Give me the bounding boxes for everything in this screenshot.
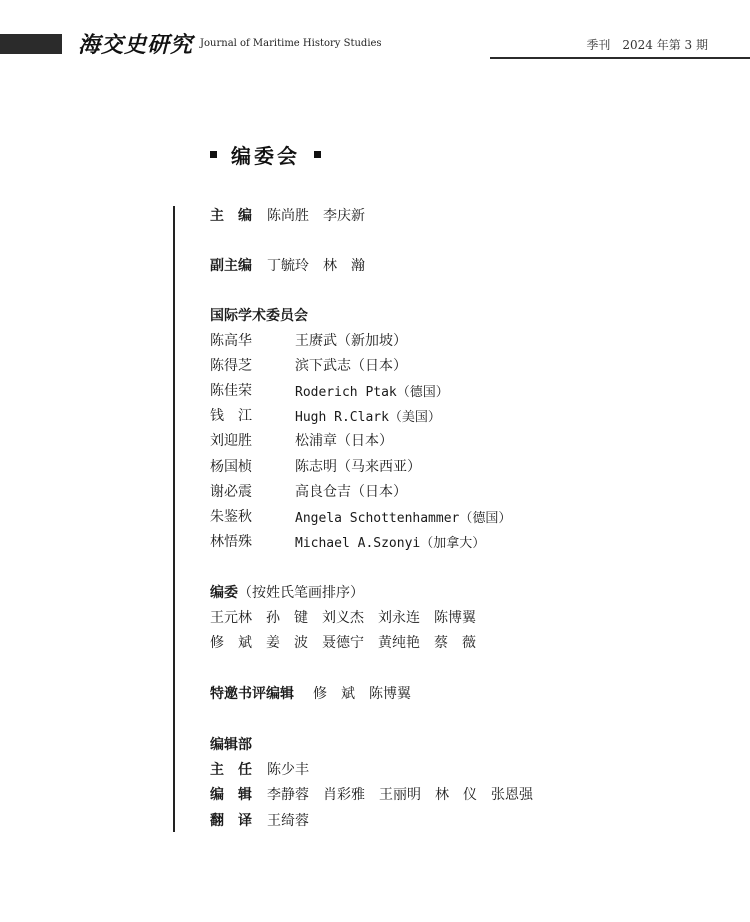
intl-member-right: Hugh R.Clark（美国） <box>295 410 441 425</box>
editorial-board-heading <box>210 582 364 602</box>
intl-member-left: 朱鉴秋 <box>210 509 252 525</box>
page-title <box>210 140 321 169</box>
editor-in-chief-names: 陈尚胜 李庆新 <box>267 208 365 224</box>
page-title-text: 编委会 <box>231 144 300 168</box>
journal-logo-cn: 海交史研究 <box>78 32 194 58</box>
director-label: 主 任 <box>210 762 252 778</box>
editorial-board-heading-text: 编委 <box>210 585 238 601</box>
editorial-board-note: （按姓氏笔画排序） <box>238 585 364 601</box>
issue-info: 季刊 2024 年第 3 期 <box>586 38 708 52</box>
header-bar-block <box>0 34 62 52</box>
intl-member-right: Angela Schottenhammer（德国） <box>295 511 512 526</box>
deputy-editor-label: 副主编 <box>210 258 252 274</box>
header-rule-right <box>490 57 750 59</box>
header-rule-left <box>0 52 62 54</box>
deputy-editor-names: 丁毓玲 林 瀚 <box>267 258 365 274</box>
intl-member-left: 钱 江 <box>210 408 252 424</box>
intl-member-left: 林悟殊 <box>210 534 252 550</box>
title-bullet-left <box>210 151 217 158</box>
intl-member-right: 高良仓吉（日本） <box>295 484 407 500</box>
book-review-editor-label: 特邀书评编辑 <box>210 686 294 702</box>
intl-member-left: 陈佳荣 <box>210 383 252 399</box>
intl-member-right: 陈志明（马来西亚） <box>295 459 421 475</box>
editorial-board-line-2: 修 斌 姜 波 聂德宁 黄纯艳 蔡 薇 <box>210 635 476 651</box>
editors-label: 编 辑 <box>210 787 252 803</box>
intl-member-right: Michael A.Szonyi（加拿大） <box>295 536 486 551</box>
editorial-dept-heading: 编辑部 <box>210 737 252 753</box>
translator-name: 王绮蓉 <box>267 813 309 829</box>
editor-in-chief-label: 主 编 <box>210 208 252 224</box>
intl-member-right: 王赓武（新加坡） <box>295 333 407 349</box>
translator-label: 翻 译 <box>210 813 252 829</box>
intl-member-left: 陈得芝 <box>210 358 252 374</box>
title-bullet-right <box>314 151 321 158</box>
editors-names: 李静蓉 肖彩雅 王丽明 林 仪 张恩强 <box>267 787 533 803</box>
vertical-rule <box>173 206 175 832</box>
intl-member-left: 谢必震 <box>210 484 252 500</box>
book-review-editor-names: 修 斌 陈博翼 <box>313 686 411 702</box>
intl-member-right: 松浦章（日本） <box>295 433 393 449</box>
journal-title-en: Journal of Maritime History Studies <box>200 38 382 49</box>
intl-member-left: 刘迎胜 <box>210 433 252 449</box>
intl-member-right: Roderich Ptak（德国） <box>295 385 449 400</box>
director-name: 陈少丰 <box>267 762 309 778</box>
intl-member-left: 杨国桢 <box>210 459 252 475</box>
intl-committee-heading: 国际学术委员会 <box>210 308 308 324</box>
editorial-board-line-1: 王元林 孙 键 刘义杰 刘永连 陈博翼 <box>210 610 476 626</box>
intl-member-right: 滨下武志（日本） <box>295 358 407 374</box>
intl-member-left: 陈高华 <box>210 333 252 349</box>
